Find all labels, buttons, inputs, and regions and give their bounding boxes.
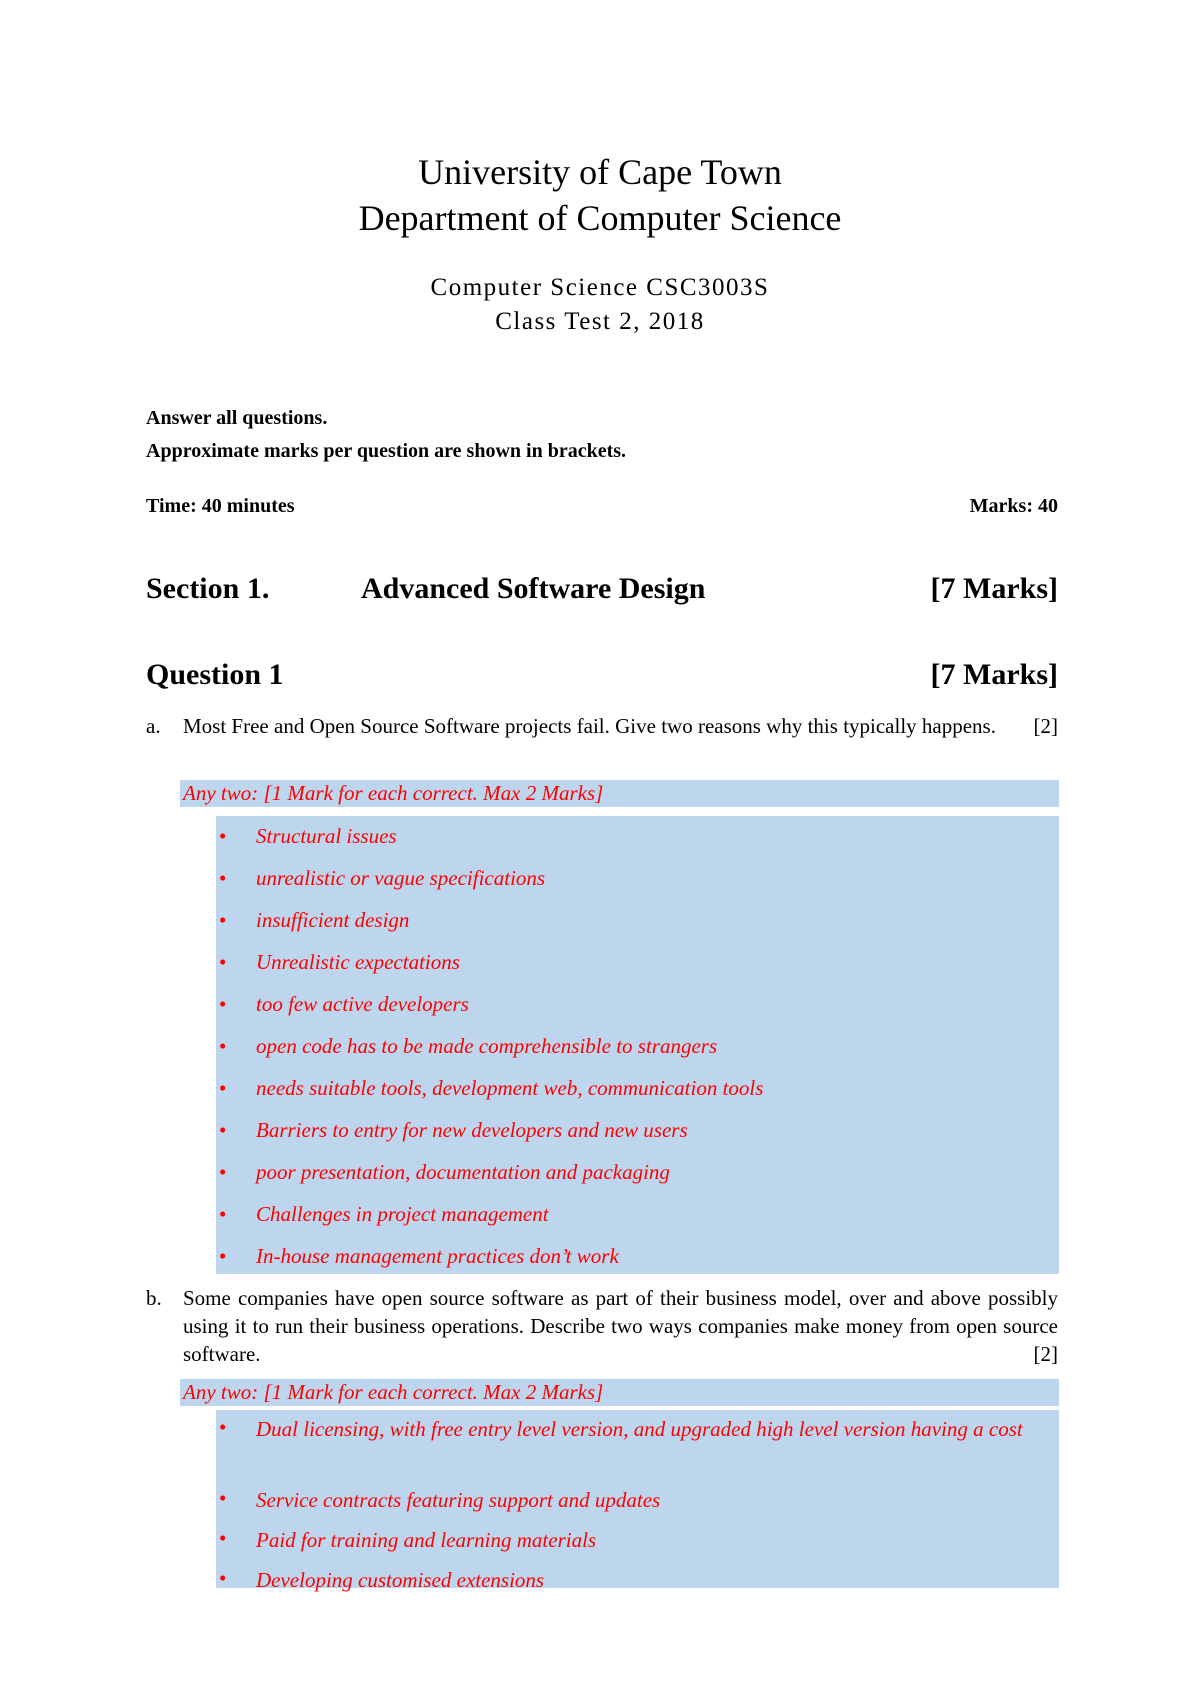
bullet-icon: • (219, 866, 227, 890)
answer-item (219, 1074, 1059, 1116)
bullet-icon: • (219, 1566, 227, 1590)
answer-item (219, 1158, 1059, 1200)
department-title: Department of Computer Science (358, 198, 842, 238)
university-title: University of Cape Town (418, 152, 782, 192)
bullet-icon: • (219, 1486, 227, 1510)
answer-text: In-house management practices don’t work (256, 1244, 619, 1268)
answer-item (219, 1415, 1059, 1486)
answer-item (219, 822, 1059, 864)
answer-text: too few active developers (256, 992, 469, 1016)
answer-text: Service contracts featuring support and updates (256, 1488, 661, 1512)
bullet-icon: • (219, 1118, 227, 1142)
answer-item (219, 1200, 1059, 1242)
part-b-text: Some companies have open source software as part of their business model, over and above possibly using it to run their business operations. Describe two ways companies make money from open source software. (183, 1286, 1058, 1366)
bullet-icon: • (219, 1244, 227, 1268)
test-name: Class Test 2, 2018 (495, 308, 705, 335)
answer-text: Dual licensing, with free entry level version, and upgraded high level version having a cost (256, 1417, 1023, 1441)
answer-text: insufficient design (256, 908, 410, 932)
part-a-text: Most Free and Open Source Software projects fail. Give two reasons why this typically happens. (183, 714, 996, 738)
answer-text: open code has to be made comprehensible to strangers (256, 1034, 718, 1058)
section-heading (146, 574, 1058, 604)
part-a-answer-list (219, 822, 1059, 1284)
bullet-icon: • (219, 824, 227, 848)
answer-item (219, 1116, 1059, 1158)
answer-text: Developing customised extensions (256, 1568, 545, 1592)
question-heading (146, 660, 1058, 690)
section-marks: [7 Marks] (930, 572, 1058, 605)
answer-text: Paid for training and learning materials (256, 1528, 597, 1552)
bullet-icon: • (219, 908, 227, 932)
instruction-answer-all: Answer all questions. (146, 407, 328, 429)
part-a-marks: [2] (1033, 714, 1058, 738)
bullet-icon: • (219, 1034, 227, 1058)
answer-item (219, 864, 1059, 906)
question-part-b (146, 1284, 1058, 1368)
part-b-letter: b. (146, 1286, 162, 1310)
question-part-a (146, 712, 1058, 740)
answer-text: Barriers to entry for new developers and new users (256, 1118, 688, 1142)
bullet-icon: • (219, 950, 227, 974)
answer-item (219, 1242, 1059, 1284)
answer-item (219, 1032, 1059, 1074)
part-b-answer-heading: Any two: [1 Mark for each correct. Max 2 Marks] (183, 1380, 604, 1404)
answer-item (219, 906, 1059, 948)
part-a-answer-heading: Any two: [1 Mark for each correct. Max 2 Marks] (183, 781, 604, 805)
answer-text: needs suitable tools, development web, communication tools (256, 1076, 764, 1100)
part-a-letter: a. (146, 714, 161, 738)
question-marks: [7 Marks] (930, 658, 1058, 691)
answer-text: unrealistic or vague specifications (256, 866, 546, 890)
bullet-icon: • (219, 1526, 227, 1550)
time-marks-row (146, 496, 1058, 516)
answer-item (219, 1486, 1059, 1526)
answer-text: Unrealistic expectations (256, 950, 460, 974)
time-label: Time: 40 minutes (146, 495, 295, 517)
bullet-icon: • (219, 1160, 227, 1184)
answer-item (219, 990, 1059, 1032)
answer-text: Structural issues (256, 824, 397, 848)
part-b-answer-list (219, 1415, 1059, 1606)
bullet-icon: • (219, 1076, 227, 1100)
bullet-icon: • (219, 992, 227, 1016)
section-number: Section 1. (146, 572, 270, 605)
answer-item (219, 1566, 1059, 1606)
total-marks-label: Marks: 40 (969, 495, 1058, 517)
section-title: Advanced Software Design (361, 572, 706, 605)
bullet-icon: • (219, 1415, 227, 1439)
instruction-marks-brackets: Approximate marks per question are shown in brackets. (146, 440, 627, 462)
answer-text: Challenges in project management (256, 1202, 549, 1226)
bullet-icon: • (219, 1202, 227, 1226)
question-title: Question 1 (146, 658, 284, 691)
answer-item (219, 1526, 1059, 1566)
part-b-marks: [2] (1033, 1342, 1058, 1366)
course-code: Computer Science CSC3003S (430, 274, 770, 301)
answer-item (219, 948, 1059, 990)
answer-text: poor presentation, documentation and packaging (256, 1160, 670, 1184)
